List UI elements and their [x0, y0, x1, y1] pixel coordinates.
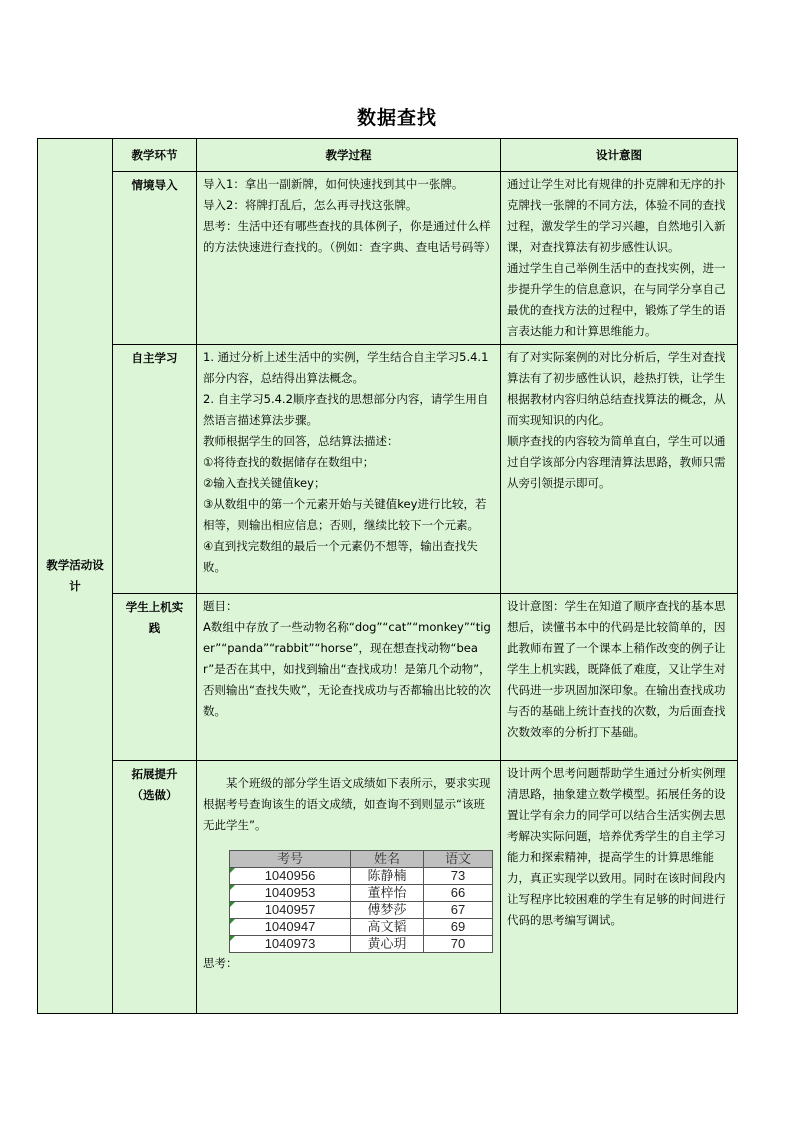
process-line: ②输入查找关键值key；: [203, 476, 326, 490]
grade-cell-score: 67: [424, 902, 493, 919]
stage-label: 情境导入: [113, 172, 197, 345]
stage-label-text: 学生上机实践: [125, 600, 184, 635]
table-row: [38, 172, 738, 345]
process-line: 导入1：拿出一副新牌，如何快速找到其中一张牌。: [203, 177, 464, 191]
stage-label: 自主学习: [113, 345, 197, 594]
grade-table-wrapper: [229, 850, 493, 953]
grade-cell-id: 1040957: [230, 902, 351, 919]
intent-paragraph: 顺序查找的内容较为简单直白，学生可以通过自学该部分内容理清算法思路，教师只需从旁引领提示即可。: [507, 434, 726, 490]
grade-cell-id: 1040947: [230, 919, 351, 936]
header-process: 教学过程: [197, 139, 501, 172]
grade-cell-score: 73: [424, 868, 493, 885]
process-line: 导入2：将牌打乱后，怎么再寻找这张牌。: [203, 198, 418, 212]
intent-paragraph: 通过让学生对比有规律的扑克牌和无序的扑克牌找一张牌的不同方法，体验不同的查找过程，激发学生的学习兴趣，自然地引入新课，对查找算法有初步感性认识。: [507, 177, 726, 254]
process-intro: 某个班级的部分学生语文成绩如下表所示，要求实现根据考号查询该生的语文成绩，如查询不到则显示“该班无此学生”。: [203, 776, 491, 832]
grade-col-score: 语文: [424, 851, 493, 868]
grade-cell-name: 傅梦莎: [351, 902, 424, 919]
stage-label: [113, 761, 197, 1014]
grade-cell-id: 1040956: [230, 868, 351, 885]
table-row: [230, 919, 493, 936]
process-line: 2. 自主学习5.4.2顺序查找的思想部分内容，请学生用自然语言描述算法步骤。: [203, 392, 489, 427]
intent-cell: [501, 345, 738, 594]
intent-cell: [501, 594, 738, 761]
table-row: [230, 902, 493, 919]
process-cell: [197, 594, 501, 761]
grade-cell-name: 黄心玥: [351, 936, 424, 953]
process-cell: [197, 345, 501, 594]
stage-label: [113, 594, 197, 761]
side-label-cell: [38, 139, 113, 1014]
table-row: [38, 345, 738, 594]
grade-cell-score: 69: [424, 919, 493, 936]
table-row: [38, 761, 738, 1014]
side-label: 教学活动设计: [46, 558, 104, 593]
process-line: 教师根据学生的回答，总结算法描述：: [203, 434, 399, 448]
header-intent: 设计意图: [501, 139, 738, 172]
grade-col-name: 姓名: [351, 851, 424, 868]
table-row: [230, 868, 493, 885]
grade-cell-name: 董梓怡: [351, 885, 424, 902]
process-line: ③从数组中的第一个元素开始与关键值key进行比较，若相等，则输出相应信息；否则，继续比较下一个元素。: [203, 497, 487, 532]
intent-paragraph: 通过学生自己举例生活中的查找实例，进一步提升学生的信息意识，在与同学分享自己最优的查找方法的过程中，锻炼了学生的语言表达能力和计算思维能力。: [507, 261, 726, 338]
lesson-plan-table: [37, 138, 738, 1014]
grade-col-id: 考号: [230, 851, 351, 868]
intent-cell: [501, 761, 738, 1014]
process-cell: [197, 761, 501, 1014]
intent-paragraph: 有了对实际案例的对比分析后，学生对查找算法有了初步感性认识，趁热打铁，让学生根据教材内容归纳总结查找算法的概念，从而实现知识的内化。: [507, 350, 726, 427]
stage-label-text: 拓展提升（选做）: [131, 767, 178, 802]
grade-cell-score: 70: [424, 936, 493, 953]
table-row: [230, 885, 493, 902]
process-line: A数组中存放了一些动物名称“dog”“cat”“monkey”“tiger”“panda”“rabbit”“horse”，现在想查找动物“bear”是否在其中，如找到输出“查找成功！是第几个动物”，否则输出“查找失败”，无论查找成功与否都输出比较的次数。: [203, 620, 491, 718]
page-title: 数据查找: [356, 107, 437, 129]
process-line: ①将待查找的数据储存在数组中；: [203, 455, 375, 469]
process-cell: [197, 172, 501, 345]
process-line: 1. 通过分析上述生活中的实例，学生结合自主学习5.4.1部分内容，总结得出算法概念。: [203, 350, 489, 385]
grade-cell-id: 1040953: [230, 885, 351, 902]
process-line: 思考：生活中还有哪些查找的具体例子，你是通过什么样的方法快速进行查找的。（例如：查字典、查电话号码等）: [203, 219, 497, 254]
table-row: [230, 936, 493, 953]
grade-cell-score: 66: [424, 885, 493, 902]
process-line: 题目：: [203, 599, 238, 613]
grade-cell-id: 1040973: [230, 936, 351, 953]
table-row: [38, 594, 738, 761]
intent-paragraph: 设计两个思考问题帮助学生通过分析实例理清思路，抽象建立数学模型。拓展任务的设置让学有余力的同学可以结合生活实例去思考解决实际问题，培养优秀学生的自主学习能力和探索精神，提高学生的计算思维能力，真正实现学以致用。同时在该时间段内让写程序比较困难的学生有足够的时间进行代码的思考编写调试。: [507, 766, 726, 927]
intent-cell: [501, 172, 738, 345]
intent-paragraph: 设计意图：学生在知道了顺序查找的基本思想后，读懂书本中的代码是比较简单的，因此教师布置了一个课本上稍作改变的例子让学生上机实践，既降低了难度，又让学生对代码进一步巩固加深印象。在输出查找成功与否的基础上统计查找的次数，为后面查找次数效率的分析打下基础。: [507, 599, 726, 739]
grade-cell-name: 陈静楠: [351, 868, 424, 885]
header-stage: 教学环节: [113, 139, 197, 172]
think-label: 思考：: [203, 956, 238, 970]
grade-table: [229, 850, 493, 953]
grade-cell-name: 高文韬: [351, 919, 424, 936]
process-line: ④直到找完数组的最后一个元素仍不想等，输出查找失败。: [203, 539, 478, 574]
